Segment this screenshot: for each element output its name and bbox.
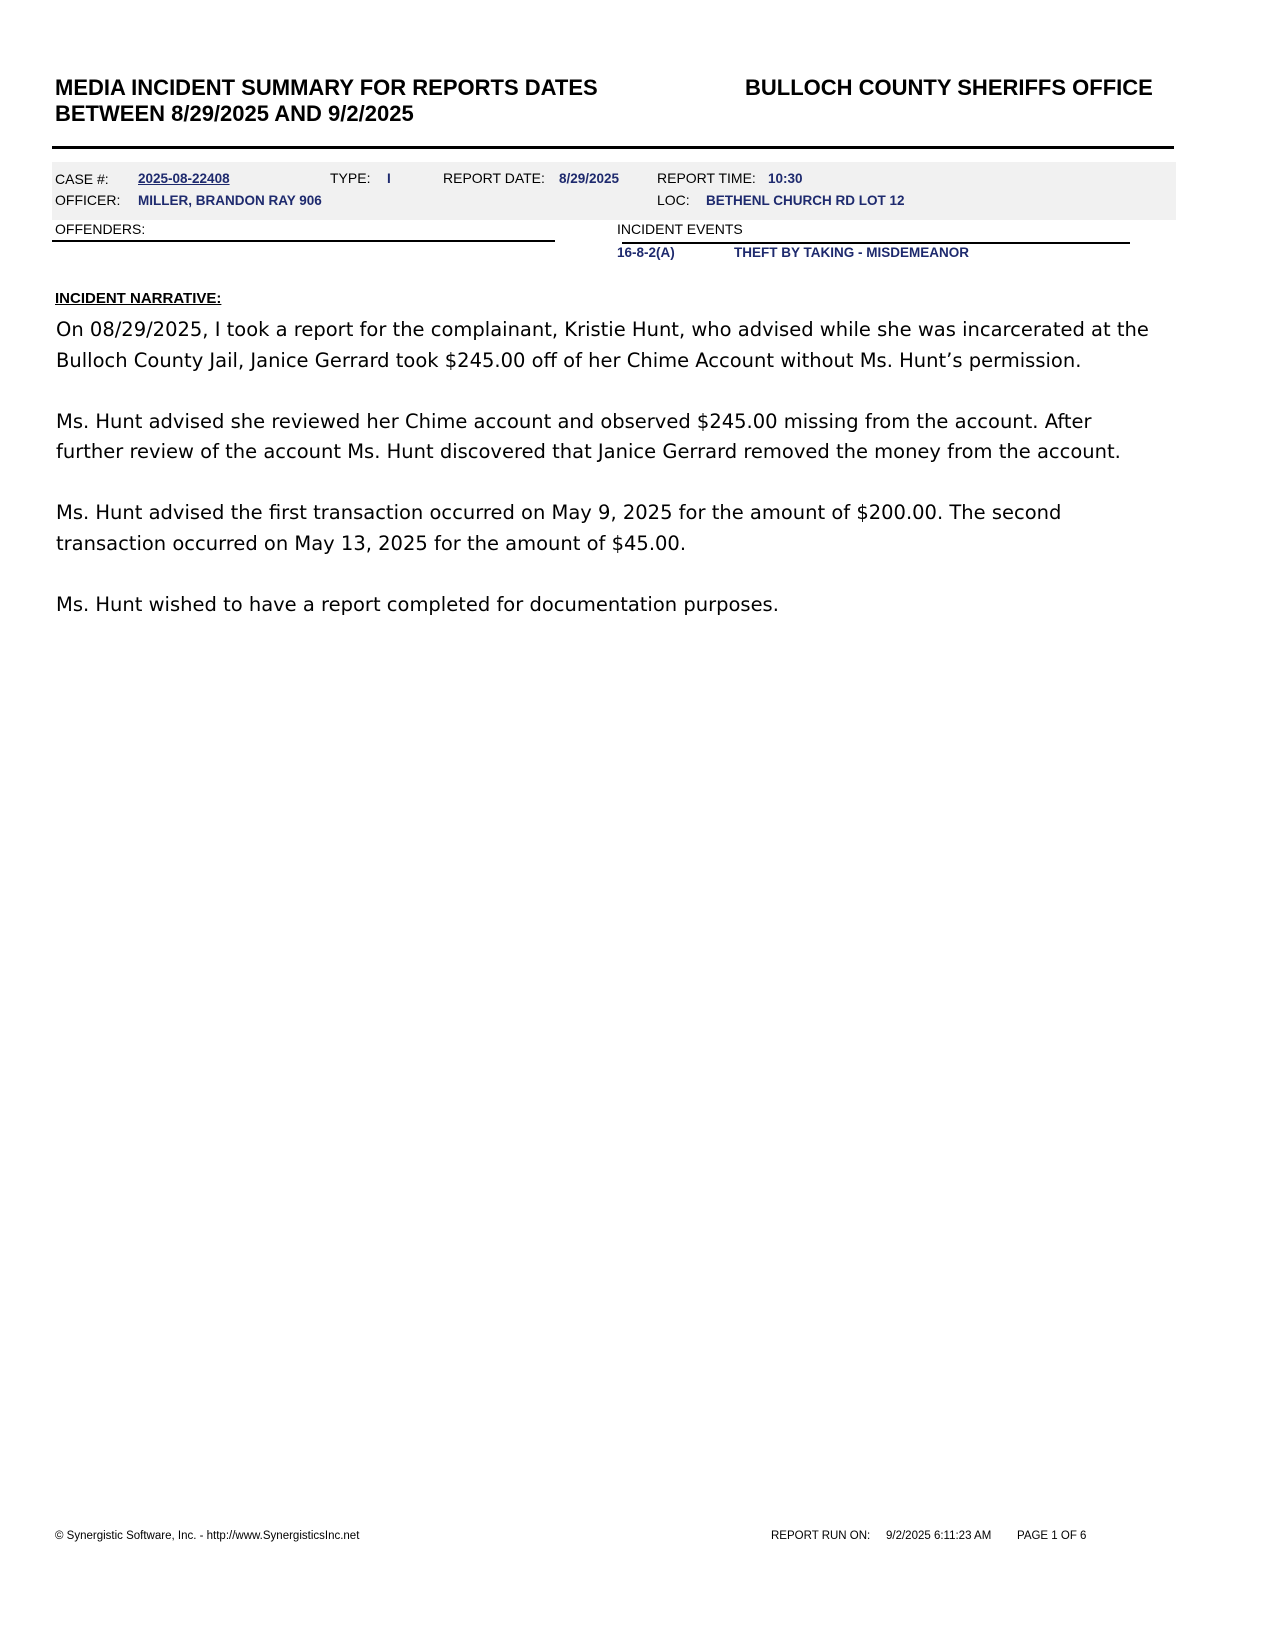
location-value: BETHENL CHURCH RD LOT 12 bbox=[706, 193, 905, 208]
narrative-paragraph: Ms. Hunt advised she reviewed her Chime account and observed $245.00 missing from the account. After further review of the account Ms. Hunt discovered that Janice Gerrard removed the money from the account. bbox=[56, 409, 1121, 463]
officer-label: OFFICER: bbox=[55, 192, 121, 208]
incident-events-divider bbox=[622, 242, 1130, 244]
narrative-paragraph: Ms. Hunt wished to have a report completed for documentation purposes. bbox=[56, 592, 779, 616]
footer-page-number: PAGE 1 OF 6 bbox=[1017, 1530, 1087, 1542]
event-code: 16-8-2(A) bbox=[617, 245, 675, 260]
narrative-paragraph: On 08/29/2025, I took a report for the complainant, Kristie Hunt, who advised while she was incarcerated at the Bulloch County Jail, Janice Gerrard took $245.00 off of her Chime Account without Ms. Hunt’s permission. bbox=[56, 318, 1149, 372]
footer-run-label: REPORT RUN ON: bbox=[771, 1530, 871, 1542]
case-number-label: CASE #: bbox=[55, 171, 109, 187]
narrative-paragraph: Ms. Hunt advised the first transaction occurred on May 9, 2025 for the amount of $200.00. The second transaction occurred on May 13, 2025 for the amount of $45.00. bbox=[56, 501, 1062, 555]
narrative-body bbox=[56, 315, 1156, 651]
report-time-label: REPORT TIME: bbox=[657, 170, 756, 186]
report-title-line-2: BETWEEN 8/29/2025 AND 9/2/2025 bbox=[55, 101, 414, 126]
incident-events-label: INCIDENT EVENTS bbox=[617, 221, 743, 237]
narrative-label: INCIDENT NARRATIVE: bbox=[55, 290, 222, 307]
officer-value: MILLER, BRANDON RAY 906 bbox=[138, 193, 322, 208]
report-date-label: REPORT DATE: bbox=[443, 170, 545, 186]
header-divider bbox=[52, 146, 1174, 149]
event-description: THEFT BY TAKING - MISDEMEANOR bbox=[734, 245, 969, 260]
agency-name: BULLOCH COUNTY SHERIFFS OFFICE bbox=[745, 75, 1153, 100]
report-date-value: 8/29/2025 bbox=[559, 171, 620, 186]
report-time-value: 10:30 bbox=[768, 171, 803, 186]
case-number-link[interactable]: 2025-08-22408 bbox=[138, 171, 230, 186]
footer-copyright: © Synergistic Software, Inc. - http://www.SynergisticsInc.net bbox=[55, 1530, 360, 1542]
type-label: TYPE: bbox=[330, 170, 371, 186]
footer-run-datetime: 9/2/2025 6:11:23 AM bbox=[886, 1530, 992, 1542]
offenders-divider bbox=[52, 240, 555, 242]
type-value: I bbox=[387, 171, 391, 186]
offenders-label: OFFENDERS: bbox=[55, 221, 146, 237]
location-label: LOC: bbox=[657, 192, 690, 208]
report-title-line-1: MEDIA INCIDENT SUMMARY FOR REPORTS DATES bbox=[55, 75, 598, 100]
report-title bbox=[55, 75, 695, 127]
